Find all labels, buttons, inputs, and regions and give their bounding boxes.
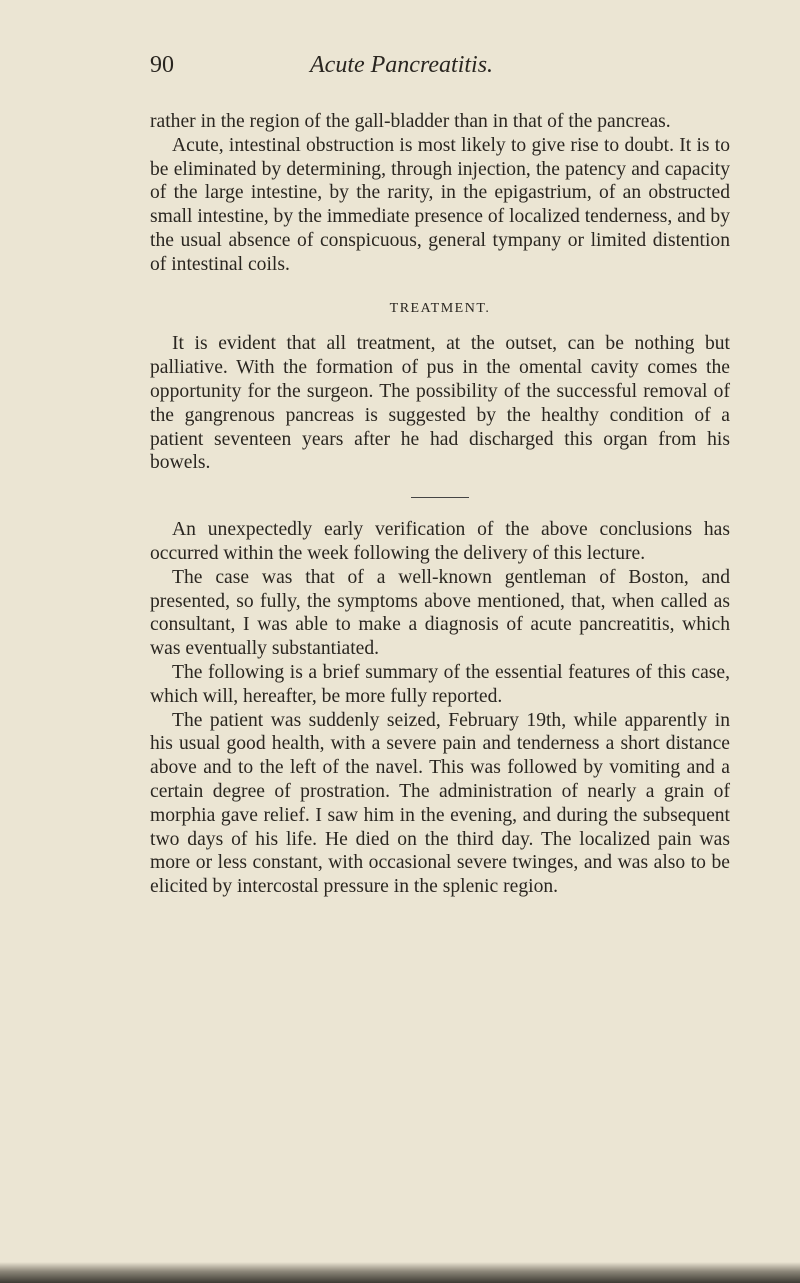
running-title: Acute Pancreatitis.: [310, 52, 494, 78]
body-text: [150, 110, 730, 899]
paragraph-treatment: It is evident that all treatment, at the outset, can be nothing but palliative. With the formation of pus in the omental cavity comes the opportunity for the surgeon. The possibility of the successful removal of the gangrenous pancreas is suggested by the healthy condition of a patient seventeen years after he had discharged this organ from his bowels.: [150, 333, 730, 474]
page-bottom-edge: [0, 1262, 800, 1283]
paragraph-intestinal-obstruction: Acute, intestinal obstruction is most likely to give rise to doubt. It is to be eliminated by determining, through injection, the patency and capacity of the large intestine, by the rarity, in the epigastrium, of an obstructed small intestine, by the immediate presence of localized tenderness, and by the usual absence of conspicuous, general tympany or limited distention of intestinal coils.: [150, 134, 730, 275]
paragraph-summary: The following is a brief summary of the essential features of this case, which will, hereafter, be more fully reported.: [150, 661, 730, 707]
paragraph-verification: An unexpectedly early verification of the above conclusions has occurred within the week following the delivery of this lecture.: [150, 519, 730, 564]
section-divider: [411, 497, 469, 498]
paragraph-patient: The patient was suddenly seized, February 19th, while apparently in his usual good health, with a severe pain and tenderness a short distance above and to the left of the navel. This was followed by vomiting and a certain degree of prostration. The administration of nearly a grain of morphia gave relief. I saw him in the evening, and during the subsequent two days of his life. He died on the third day. The localized pain was more or less constant, with occasional severe twinges, and was also to be elicited by intercostal pressure in the splenic region.: [150, 709, 730, 898]
page-header: [150, 52, 710, 82]
paragraph-continuation: rather in the region of the gall-bladder than in that of the pancreas.: [150, 111, 671, 132]
section-heading-treatment: TREATMENT.: [389, 300, 491, 316]
paragraph-case: The case was that of a well-known gentleman of Boston, and presented, so fully, the symptoms above mentioned, that, when called as consultant, I was able to make a diagnosis of acute pancreatitis, which was eventually substantiated.: [150, 566, 730, 660]
page-number: 90: [150, 52, 174, 78]
